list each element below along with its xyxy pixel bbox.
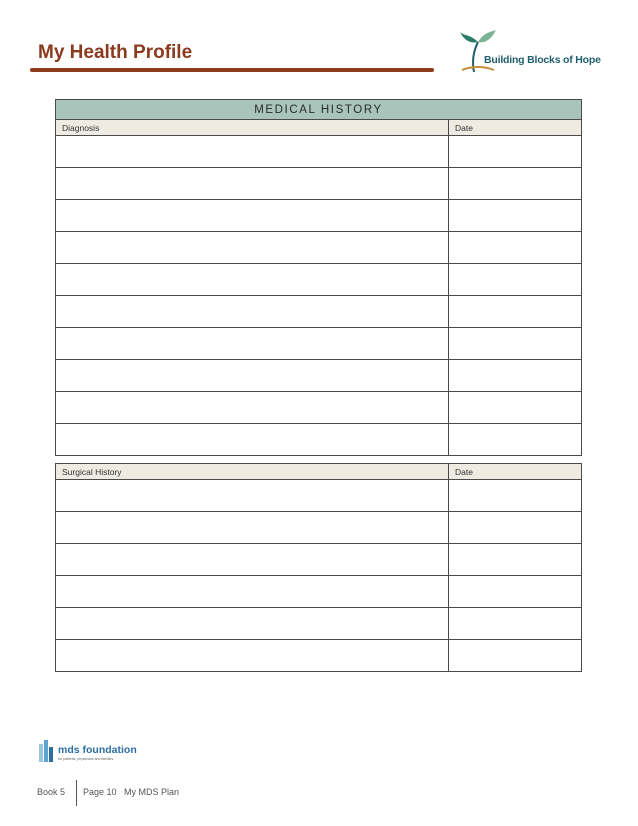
surgery-cell[interactable]	[56, 576, 449, 608]
date-cell[interactable]	[449, 424, 582, 456]
table-row	[56, 360, 582, 392]
table-row	[56, 264, 582, 296]
date-cell[interactable]	[449, 640, 582, 672]
surgery-cell[interactable]	[56, 480, 449, 512]
date-cell[interactable]	[449, 232, 582, 264]
diagnosis-cell[interactable]	[56, 424, 449, 456]
footer-plan-name: My MDS Plan	[124, 787, 180, 797]
table-row	[56, 392, 582, 424]
surgery-cell[interactable]	[56, 608, 449, 640]
logo-text: Building Blocks of Hope	[484, 54, 601, 66]
mds-logo-text: mds foundation	[58, 744, 137, 756]
diagnosis-header: Diagnosis	[56, 120, 449, 136]
surgical-history-header: Surgical History	[56, 464, 449, 480]
date-cell[interactable]	[449, 512, 582, 544]
diagnosis-cell[interactable]	[56, 392, 449, 424]
diagnosis-cell[interactable]	[56, 360, 449, 392]
date-cell[interactable]	[449, 136, 582, 168]
diagnosis-cell[interactable]	[56, 136, 449, 168]
mds-foundation-logo	[37, 738, 137, 766]
diagnosis-cell[interactable]	[56, 296, 449, 328]
surgery-cell[interactable]	[56, 512, 449, 544]
page-title: My Health Profile	[38, 42, 193, 63]
date-header: Date	[449, 120, 582, 136]
sprout-icon	[458, 26, 498, 76]
date-cell[interactable]	[449, 544, 582, 576]
building-blocks-logo	[458, 26, 601, 78]
table-row	[56, 296, 582, 328]
date-cell[interactable]	[449, 200, 582, 232]
table-row	[56, 424, 582, 456]
table-row	[56, 512, 582, 544]
table-row	[56, 136, 582, 168]
date-cell[interactable]	[449, 480, 582, 512]
date-cell[interactable]	[449, 264, 582, 296]
footer-book: Book 5	[37, 787, 66, 797]
mds-figure-icon	[37, 738, 57, 764]
title-underline	[30, 68, 434, 72]
date-cell[interactable]	[449, 168, 582, 200]
medical-history-banner: MEDICAL HISTORY	[56, 100, 582, 120]
date-header: Date	[449, 464, 582, 480]
footer-divider	[76, 780, 77, 806]
date-cell[interactable]	[449, 360, 582, 392]
table-row	[56, 608, 582, 640]
medical-history-table	[55, 99, 582, 456]
table-row	[56, 480, 582, 512]
footer-page-number: Page 10	[83, 787, 117, 797]
surgery-cell[interactable]	[56, 544, 449, 576]
diagnosis-cell[interactable]	[56, 328, 449, 360]
date-cell[interactable]	[449, 328, 582, 360]
table-row	[56, 640, 582, 672]
table-row	[56, 168, 582, 200]
table-row	[56, 328, 582, 360]
date-cell[interactable]	[449, 392, 582, 424]
diagnosis-cell[interactable]	[56, 200, 449, 232]
table-row	[56, 576, 582, 608]
table-row	[56, 544, 582, 576]
diagnosis-cell[interactable]	[56, 168, 449, 200]
surgery-cell[interactable]	[56, 640, 449, 672]
date-cell[interactable]	[449, 296, 582, 328]
surgical-history-table	[55, 463, 582, 672]
date-cell[interactable]	[449, 576, 582, 608]
diagnosis-cell[interactable]	[56, 264, 449, 296]
mds-logo-subtext: for patients, physicians and families	[58, 757, 114, 761]
table-row	[56, 232, 582, 264]
date-cell[interactable]	[449, 608, 582, 640]
diagnosis-cell[interactable]	[56, 232, 449, 264]
table-row	[56, 200, 582, 232]
